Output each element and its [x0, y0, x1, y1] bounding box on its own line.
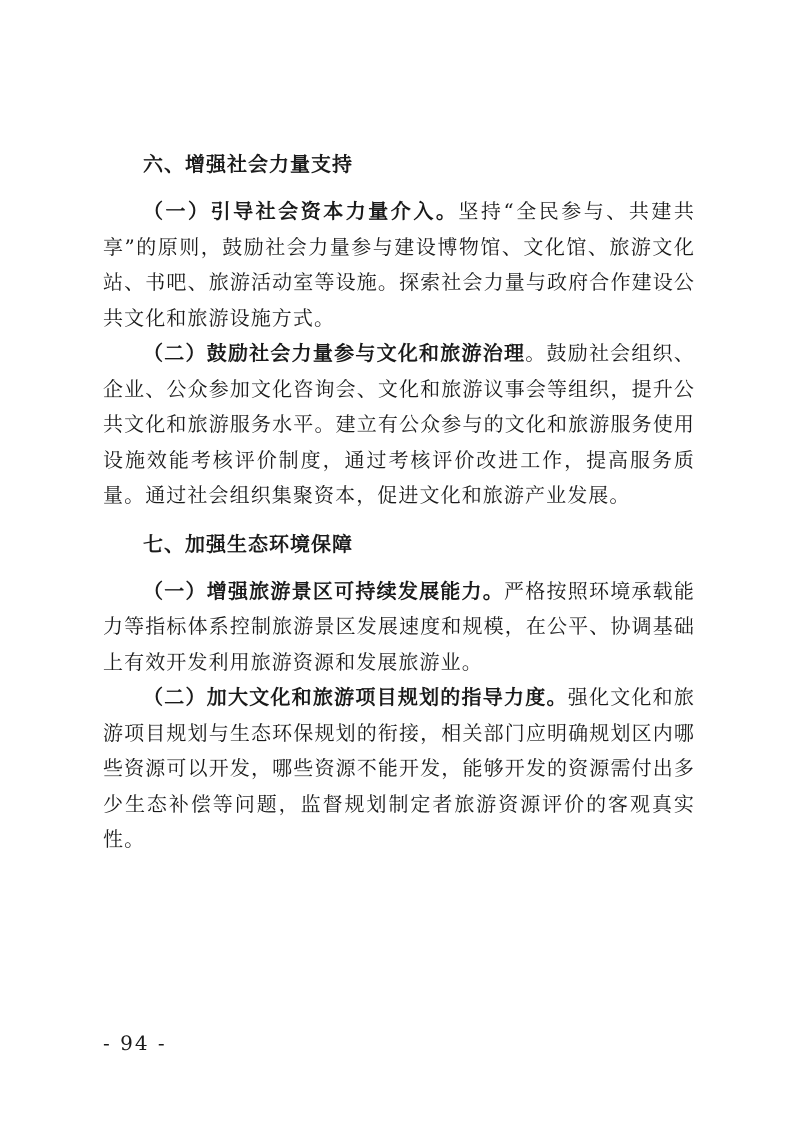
paragraph: [103, 336, 695, 514]
paragraph: [103, 574, 695, 681]
section-heading-7: 七、加强生态环境保障: [143, 531, 353, 556]
paragraph: [103, 680, 695, 858]
paragraph-lead: （一）引导社会资本力量介入。: [143, 199, 459, 223]
paragraph-lead: （一）增强旅游景区可持续发展能力。: [143, 578, 505, 603]
paragraph-body: 强化文化和旅游项目规划与生态环保规划的衔接，相关部门应明确规划区内哪些资源可以开发，哪些资源不能开发，能够开发的资源需付出多少生态补偿等问题，监督规划制定者旅游资源评价的客观真实性。: [103, 685, 695, 851]
paragraph-lead: （二）鼓励社会力量参与文化和旅游治理: [143, 341, 526, 365]
paragraph-body: 严格按照环境承载能力等指标体系控制旅游景区发展速度和规模，在公平、协调基础上有效开发利用旅游资源和发展旅游业。: [103, 578, 696, 674]
section-heading-6: 六、增强社会力量支持: [143, 152, 353, 176]
page-content: [103, 146, 695, 858]
paragraph-lead: （二）加大文化和旅游项目规划的指导力度。: [143, 685, 568, 709]
paragraph-body: 坚持“全民参与、共建共享”的原则，鼓励社会力量参与建设博物馆、文化馆、旅游文化站、书吧、旅游活动室等设施。探索社会力量与政府合作建设公共文化和旅游设施方式。: [103, 199, 695, 330]
paragraph: [103, 194, 695, 336]
paragraph-body: 。鼓励社会组织、企业、公众参加文化咨询会、文化和旅游议事会等组织，提升公共文化和旅游服务水平。建立有公众参与的文化和旅游服务使用设施效能考核评价制度，通过考核评价改进工作，提高服务质量。通过社会组织集聚资本，促进文化和旅游产业发展。: [103, 341, 695, 507]
page-number: - 94 -: [103, 1031, 167, 1055]
